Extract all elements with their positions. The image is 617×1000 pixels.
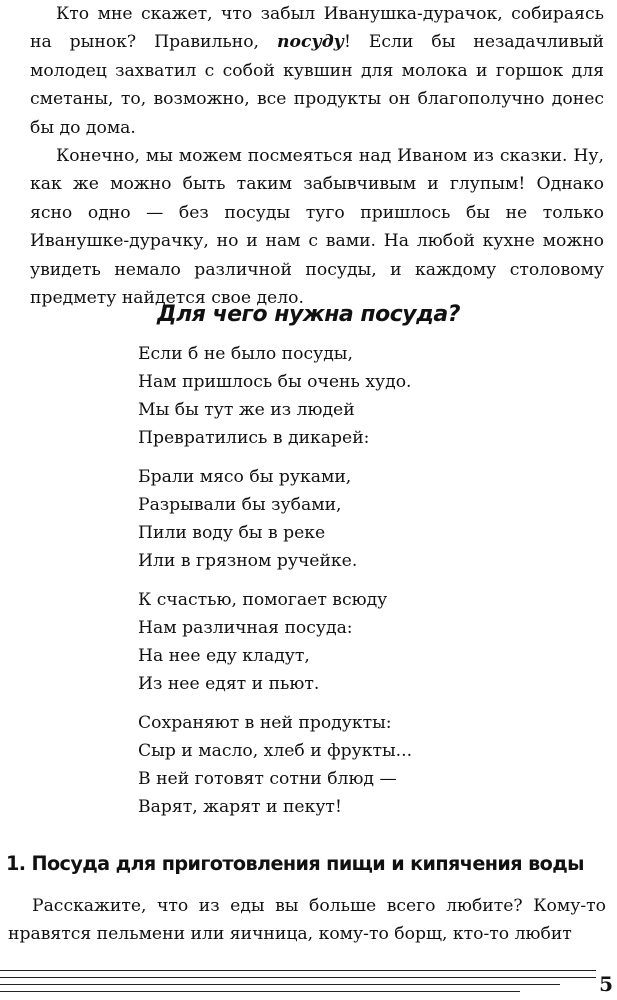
section-text bbox=[8, 892, 606, 949]
footer-rule bbox=[0, 991, 520, 992]
footer-rules bbox=[0, 966, 596, 1000]
poem-line: Брали мясо бы руками, bbox=[138, 467, 352, 487]
poem-line: В ней готовят сотни блюд — bbox=[138, 769, 397, 789]
section-heading: 1. Посуда для приготовления пищи и кипячения воды bbox=[6, 852, 584, 875]
poem-stanza-1 bbox=[138, 340, 412, 452]
poem-stanza-3 bbox=[138, 586, 412, 698]
poem-line: К счастью, помогает всюду bbox=[138, 590, 388, 610]
poem-line: На нее еду кладут, bbox=[138, 646, 310, 666]
poem-stanza-4 bbox=[138, 709, 412, 821]
footer-rule bbox=[0, 984, 560, 985]
poem bbox=[138, 340, 412, 832]
poem-line: Из нее едят и пьют. bbox=[138, 674, 320, 694]
emphasized-word: посуду bbox=[277, 32, 344, 53]
poem-line: Нам различная посуда: bbox=[138, 618, 353, 638]
poem-line: Варят, жарят и пекут! bbox=[138, 797, 342, 817]
poem-line: Сохраняют в ней продукты: bbox=[138, 713, 392, 733]
section-paragraph: Расскажите, что из еды вы больше всего любите? Кому-то нравятся пельмени или яичница, кому-то борщ, кто-то любит bbox=[8, 896, 606, 945]
poem-line: Превратились в дикарей: bbox=[138, 428, 370, 448]
poem-title: Для чего нужна посуда? bbox=[157, 302, 460, 327]
intro-paragraph-1: Кто мне скажет, что забыл Иванушка-дурачок, собираясь на рынок? Правильно, посуду! Если бы незадачливый молодец захватил с собой кувшин для молока и горшок для сметаны, то, возможно, все продукты он благополучно донес бы до дома. bbox=[30, 4, 605, 138]
page-number: 5 bbox=[599, 972, 613, 996]
poem-line: Мы бы тут же из людей bbox=[138, 400, 355, 420]
poem-line: Пили воду бы в реке bbox=[138, 523, 326, 543]
poem-stanza-2 bbox=[138, 463, 412, 575]
intro-paragraph-2: Конечно, мы можем посмеяться над Иваном из сказки. Ну, как же можно быть таким забывчивым и глупым! Однако ясно одно — без посуды туго пришлось бы не только Иванушке-дурачку, но и нам с вами. На любой кухне можно увидеть немало различной посуды, и каждому столовому предмету найдется свое дело. bbox=[30, 146, 604, 309]
footer-rule bbox=[0, 970, 596, 971]
poem-line: Разрывали бы зубами, bbox=[138, 495, 342, 515]
poem-line: Если б не было посуды, bbox=[138, 344, 353, 364]
intro-text bbox=[30, 0, 604, 312]
poem-line: Сыр и масло, хлеб и фрукты... bbox=[138, 741, 413, 761]
poem-line: Или в грязном ручейке. bbox=[138, 551, 358, 571]
footer-rule bbox=[0, 977, 596, 978]
poem-line: Нам пришлось бы очень худо. bbox=[138, 372, 412, 392]
